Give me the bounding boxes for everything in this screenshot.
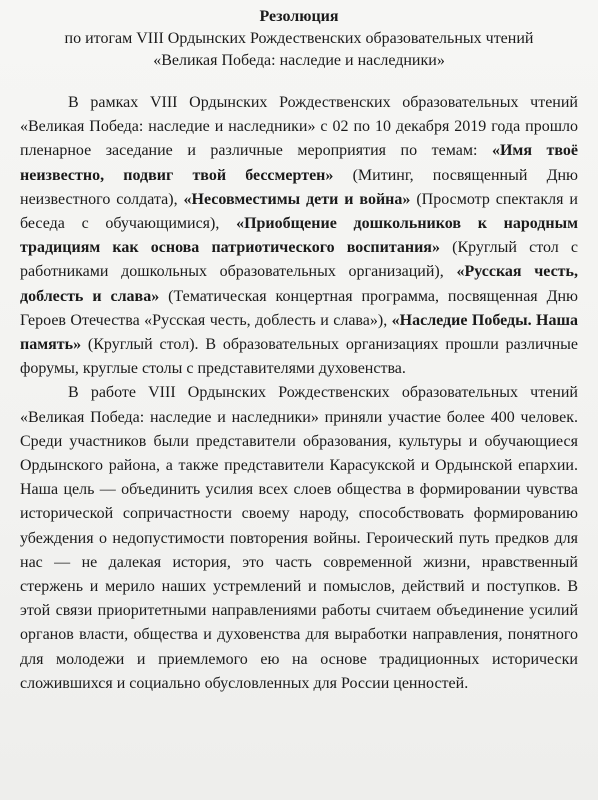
paragraph-1-text-5: (Тематическая концертная программа, посвященная Дню Героев Отечества «Русская честь, доблесть и слава»),	[20, 287, 579, 329]
event-title-1: «Имя твоё неизвестно, подвиг твой бессмертен»	[20, 142, 578, 184]
event-title-3: «Приобщение дошкольников к народным традициям как основа патриотического воспитания»	[20, 215, 579, 257]
paragraph-1-text-2: (Митинг, посвященный Дню неизвестного солдата),	[20, 166, 578, 208]
event-title-4: «Русская честь, доблесть и слава»	[20, 263, 579, 305]
paragraph-1-text-6: (Круглый стол). В образовательных организациях прошли различные форумы, круглые столы с представителями духовенства.	[20, 336, 578, 378]
event-title-5: «Наследие Победы. Наша память»	[20, 311, 578, 354]
paragraph-2: В работе VIII Ордынских Рождественских образовательных чтений «Великая Победа: наследие и наследники» приняли участие более 400 человек. Среди участников были представители образования, культуры и обучающиеся Ордынского района, а также представители Карасукской и Ордынской епархии. Наша цель — объединить усилия всех слоев общества в формировании чувства исторической сопричастности своему народу, способствовать формированию убеждения о недопустимости повторения войны. Героический путь предков для нас — не далекая история, это часть современной жизни, нравственный стержень и мерило наших устремлений и помыслов, действий и поступков. В этой связи приоритетными направлениями работы считаем объединение усилий органов власти, общества и духовенства для выработки направления, понятного для молодежи и приемлемого ею на основе традиционных исторически сложившихся и социально обусловленных для России ценностей.	[20, 384, 578, 692]
document-subtitle-line2: «Великая Победа: наследие и наследники»	[153, 52, 445, 69]
spacer	[20, 72, 578, 91]
paragraph-1	[20, 91, 578, 381]
paragraph-1-text-4: (Круглый стол с работниками дошкольных образовательных организаций),	[20, 239, 579, 281]
paragraph-1-text-3: (Просмотр спектакля и беседа с обучающимися),	[20, 190, 578, 233]
paragraph-1-text-1: В рамках VIII Ордынских Рождественских образовательных чтений «Великая Победа: наследие и наследники» с 02 по 10 декабря 2019 года прошло пленарное заседание и различные мероприятия по темам:	[20, 94, 578, 160]
document-subtitle-line1: по итогам VIII Ордынских Рождественских образовательных чтений	[64, 30, 534, 47]
document-title: Резолюция	[259, 8, 339, 25]
event-title-2: «Несовместимы дети и война»	[183, 190, 411, 208]
